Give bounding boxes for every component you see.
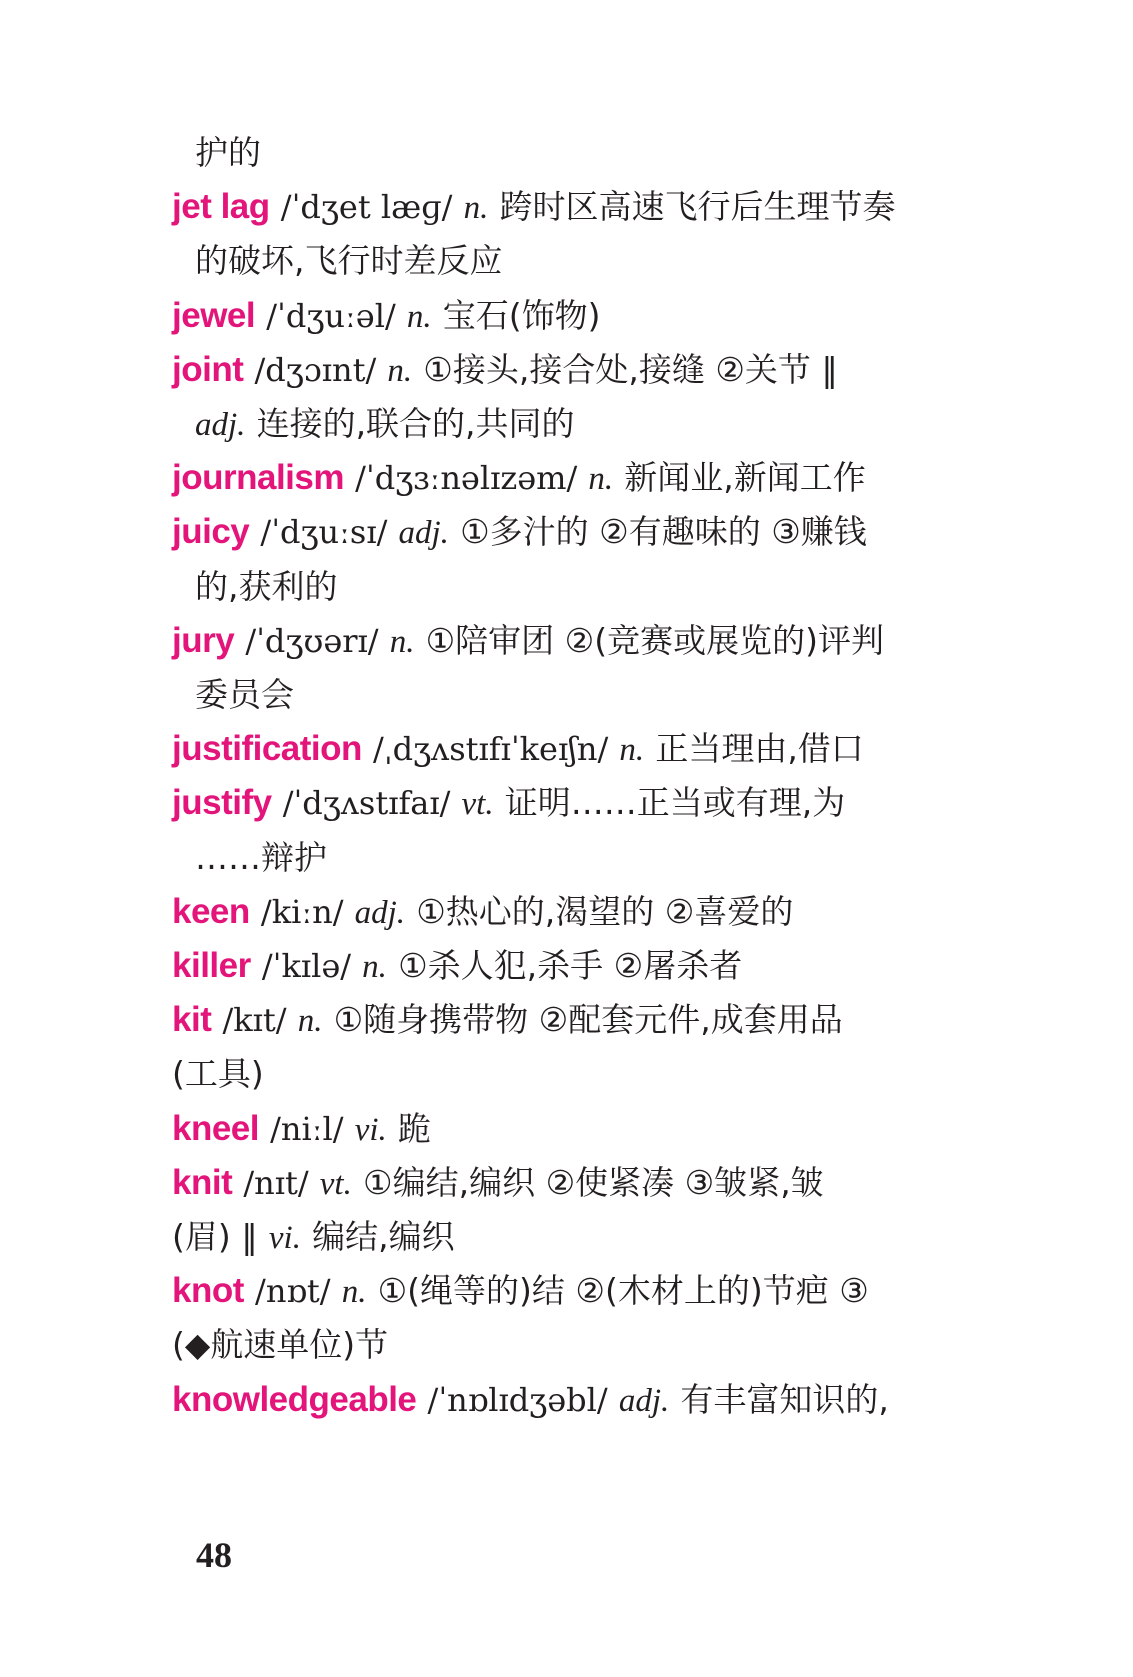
part-of-speech: n. bbox=[463, 190, 489, 227]
phonetic: /ˈnɒlɪdʒəbl/ bbox=[427, 1380, 608, 1419]
part-of-speech: n. bbox=[387, 352, 413, 389]
headword: journalism bbox=[172, 458, 344, 498]
entry-continuation bbox=[195, 395, 575, 453]
phonetic: /kɪt/ bbox=[222, 1001, 287, 1040]
entry-continuation bbox=[195, 124, 261, 182]
entry-continuation bbox=[195, 558, 338, 616]
definition: 证明……正当或有理,为 bbox=[504, 783, 846, 823]
headword: jet lag bbox=[172, 187, 270, 227]
definition: 正当理由,借口 bbox=[655, 729, 864, 769]
definition: ①(绳等的)结 ②(木材上的)节疤 ③ bbox=[377, 1271, 869, 1311]
headword: knot bbox=[172, 1271, 244, 1311]
dictionary-entry bbox=[172, 612, 884, 670]
dictionary-entry bbox=[172, 449, 866, 507]
entry-continuation bbox=[195, 666, 294, 724]
phonetic: /niːl/ bbox=[270, 1109, 344, 1148]
dictionary-entry bbox=[172, 503, 867, 561]
phonetic: /ˈdʒuːsɪ/ bbox=[260, 513, 388, 552]
headword: juicy bbox=[172, 512, 250, 552]
definition: (工具) bbox=[172, 1054, 264, 1094]
part-of-speech: n. bbox=[341, 1274, 367, 1311]
definition: 的破坏,飞行时差反应 bbox=[195, 241, 503, 281]
headword: killer bbox=[172, 946, 251, 985]
entry-continuation bbox=[172, 1045, 264, 1103]
part-of-speech: adj. bbox=[195, 407, 246, 443]
phonetic: /ˌdʒʌstɪfɪˈkeɪʃn/ bbox=[373, 730, 609, 769]
definition: ①多汁的 ②有趣味的 ③赚钱 bbox=[460, 512, 867, 552]
phonetic: /nɪt/ bbox=[243, 1163, 309, 1202]
entry-continuation bbox=[172, 1316, 388, 1374]
headword: jewel bbox=[172, 295, 256, 335]
phonetic: /nɒt/ bbox=[255, 1272, 331, 1311]
definition: 连接的,联合的,共同的 bbox=[256, 404, 575, 443]
phonetic: /ˈkɪlə/ bbox=[261, 947, 352, 985]
part-of-speech: vi. bbox=[268, 1220, 301, 1256]
definition: 跪 bbox=[397, 1108, 431, 1148]
phonetic: /ˈdʒɜːnəlɪzəm/ bbox=[355, 459, 578, 498]
definition: 有丰富知识的, bbox=[680, 1379, 889, 1419]
dictionary-entry bbox=[172, 991, 843, 1049]
entry-continuation bbox=[172, 1208, 455, 1266]
dictionary-entry bbox=[172, 720, 864, 778]
part-of-speech: n. bbox=[406, 298, 432, 335]
part-of-speech: vt. bbox=[319, 1165, 352, 1202]
definition: (◆航速单位)节 bbox=[172, 1325, 389, 1365]
definition: 新闻业,新闻工作 bbox=[624, 458, 866, 498]
dictionary-entry bbox=[172, 178, 895, 236]
part-of-speech: adj. bbox=[354, 894, 406, 931]
phonetic: /kiːn/ bbox=[260, 892, 344, 931]
dictionary-entry bbox=[172, 341, 838, 399]
definition: 宝石(饰物) bbox=[442, 295, 601, 335]
headword: keen bbox=[172, 891, 250, 931]
headword: justify bbox=[172, 783, 272, 823]
part-of-speech: n. bbox=[362, 949, 387, 985]
definition: ①热心的,渴望的 ②喜爱的 bbox=[416, 891, 794, 931]
headword: knowledgeable bbox=[172, 1379, 417, 1419]
dictionary-entry bbox=[172, 287, 601, 345]
definition: (眉) ‖ bbox=[172, 1217, 258, 1256]
phonetic: /ˈdʒʊərɪ/ bbox=[245, 621, 379, 660]
headword: jury bbox=[172, 620, 235, 660]
definition: 跨时区高速飞行后生理节奏 bbox=[499, 187, 896, 227]
part-of-speech: adj. bbox=[398, 515, 449, 552]
dictionary-entry bbox=[172, 1154, 824, 1212]
headword: kneel bbox=[172, 1108, 259, 1148]
definition: ①编结,编织 ②使紧凑 ③皱紧,皱 bbox=[363, 1162, 824, 1202]
headword: joint bbox=[172, 349, 244, 389]
definition: 护的 bbox=[195, 133, 261, 172]
headword: kit bbox=[172, 1000, 212, 1040]
dictionary-entry bbox=[172, 1262, 869, 1320]
definition: 的,获利的 bbox=[195, 566, 338, 606]
part-of-speech: n. bbox=[297, 1003, 323, 1040]
definition: ①随身携带物 ②配套元件,成套用品 bbox=[333, 1000, 843, 1040]
dictionary-entry bbox=[172, 937, 742, 995]
dictionary-entry bbox=[172, 774, 845, 832]
part-of-speech: vt. bbox=[461, 786, 494, 823]
dictionary-entry bbox=[172, 1371, 889, 1429]
part-of-speech: n. bbox=[619, 732, 645, 769]
part-of-speech: vi. bbox=[354, 1111, 387, 1148]
definition: 委员会 bbox=[195, 675, 294, 714]
definition: 编结,编织 bbox=[312, 1217, 455, 1256]
definition: ①接头,接合处,接缝 ②关节 ‖ bbox=[423, 349, 838, 389]
phonetic: /dʒɔɪnt/ bbox=[254, 350, 377, 389]
definition: ……辩护 bbox=[195, 837, 327, 877]
phonetic: /ˈdʒʌstɪfaɪ/ bbox=[282, 784, 451, 823]
phonetic: /ˈdʒuːəl/ bbox=[266, 296, 396, 335]
headword: justification bbox=[172, 729, 362, 769]
entry-continuation bbox=[195, 232, 503, 290]
phonetic: /ˈdʒet læɡ/ bbox=[280, 188, 453, 227]
dictionary-entry bbox=[172, 883, 793, 941]
definition: ①杀人犯,杀手 ②屠杀者 bbox=[398, 946, 743, 985]
part-of-speech: n. bbox=[389, 623, 415, 660]
definition: ①陪审团 ②(竞赛或展览的)评判 bbox=[425, 620, 885, 660]
part-of-speech: n. bbox=[588, 461, 614, 498]
page-number: 48 bbox=[196, 1535, 232, 1575]
entry-continuation bbox=[195, 829, 327, 887]
headword: knit bbox=[172, 1162, 233, 1202]
dictionary-entry bbox=[172, 1100, 431, 1158]
part-of-speech: adj. bbox=[618, 1382, 670, 1419]
